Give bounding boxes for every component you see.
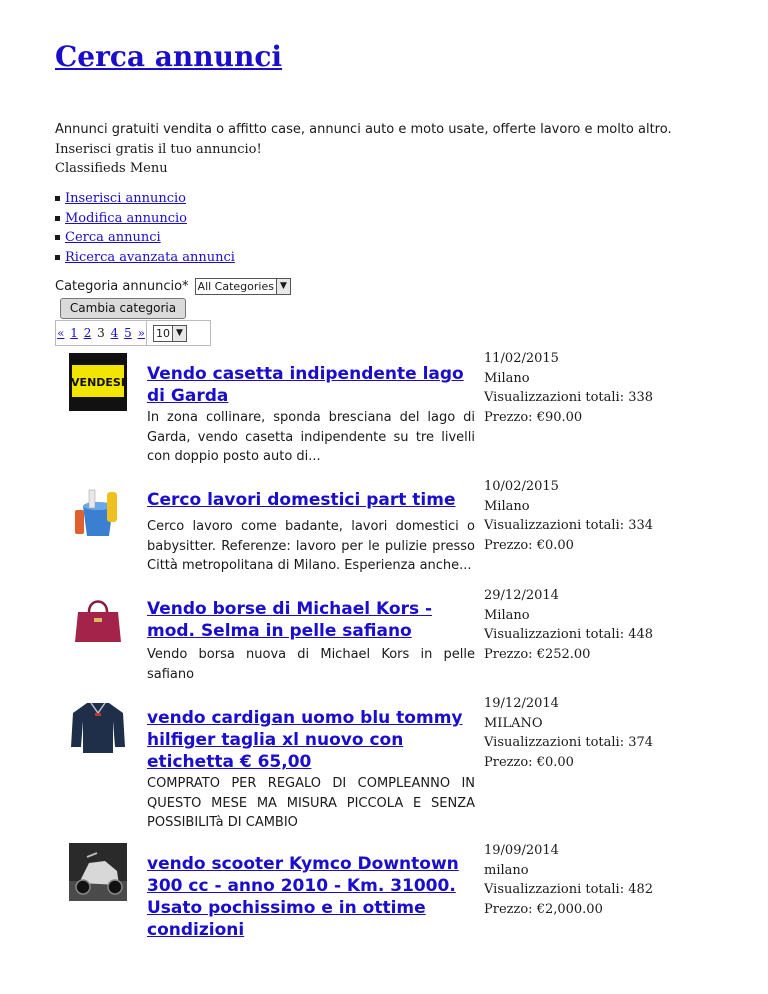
menu-link-ricerca-avanzata[interactable]: Ricerca avanzata annunci bbox=[65, 249, 235, 265]
ad-image-scooter[interactable] bbox=[69, 843, 127, 901]
ad-image-vendesi[interactable] bbox=[69, 353, 127, 411]
ad-description: In zona collinare, sponda bresciana del lago di Garda, vendo casetta indipendente su tre livelli con doppio posto auto di... bbox=[147, 410, 475, 464]
ad-views: Visualizzazioni totali: 334 bbox=[484, 518, 654, 533]
per-page-select[interactable] bbox=[153, 325, 187, 342]
pagination-page-1[interactable]: 1 bbox=[70, 326, 78, 340]
category-row bbox=[55, 278, 291, 295]
pagination-next[interactable]: » bbox=[137, 326, 145, 340]
change-category-button[interactable]: Cambia categoria bbox=[60, 298, 186, 319]
menu-item-modifica bbox=[55, 209, 235, 229]
ad-title-link[interactable]: Vendo casetta indipendente lago di Garda bbox=[147, 364, 464, 406]
ad-title-link[interactable]: Vendo borse di Michael Kors - mod. Selma in pelle safiano bbox=[147, 599, 433, 641]
ad-title bbox=[147, 363, 477, 407]
pagination-prev[interactable]: « bbox=[57, 326, 65, 340]
menu-heading: Classifieds Menu bbox=[55, 161, 168, 176]
ad-date: 29/12/2014 bbox=[484, 588, 559, 603]
ad-title-link[interactable]: vendo scooter Kymco Downtown 300 cc - anno 2010 - Km. 31000. Usato pochissimo e in ottime condizioni bbox=[147, 854, 459, 940]
ad-description: Vendo borsa nuova di Michael Kors in pelle safiano bbox=[147, 647, 475, 682]
ad-meta bbox=[484, 694, 754, 772]
per-page-value: 10 bbox=[156, 326, 170, 340]
menu-link-cerca[interactable]: Cerca annunci bbox=[65, 230, 161, 245]
pagination-page-5[interactable]: 5 bbox=[124, 326, 132, 340]
ad-date: 11/02/2015 bbox=[484, 351, 559, 366]
cardigan-icon bbox=[69, 697, 127, 755]
ad-image-cardigan[interactable] bbox=[69, 697, 127, 755]
pagination-current-page: 3 bbox=[97, 326, 105, 340]
dropdown-arrow-icon: ▼ bbox=[276, 279, 290, 294]
ad-date: 19/09/2014 bbox=[484, 843, 559, 858]
intro-line-1: Annunci gratuiti vendita o affitto case, annunci auto e moto usate, offerte lavoro e molto altro. bbox=[55, 122, 672, 137]
ad-meta bbox=[484, 349, 754, 427]
intro-line-2: Inserisci gratis il tuo annuncio! bbox=[55, 141, 262, 157]
ad-image-cleaning[interactable] bbox=[69, 484, 127, 542]
menu-item-ricerca-avanzata bbox=[55, 248, 235, 268]
scooter-icon bbox=[69, 843, 127, 901]
ad-location: milano bbox=[484, 862, 529, 878]
ad-image-handbag[interactable] bbox=[69, 590, 127, 648]
pagination-page-2[interactable]: 2 bbox=[83, 326, 92, 340]
ad-price: Prezzo: €0.00 bbox=[484, 754, 574, 770]
ad-location: Milano bbox=[484, 498, 530, 514]
ad-price: Prezzo: €252.00 bbox=[484, 646, 591, 662]
ad-views: Visualizzazioni totali: 374 bbox=[484, 735, 654, 750]
svg-text:VENDESI: VENDESI bbox=[71, 376, 125, 389]
ad-description: COMPRATO PER REGALO DI COMPLEANNO IN QUESTO MESE MA MISURA PICCOLA E SENZA POSSIBILITà DI CAMBIO bbox=[147, 776, 475, 830]
category-select-value: All Categories bbox=[197, 280, 274, 293]
ad-date: 19/12/2014 bbox=[484, 696, 559, 711]
category-select[interactable] bbox=[195, 278, 291, 295]
dropdown-arrow-icon: ▼ bbox=[172, 326, 186, 341]
pagination-bar bbox=[55, 320, 211, 346]
ad-location: MILANO bbox=[484, 715, 543, 731]
ad-date: 10/02/2015 bbox=[484, 479, 559, 494]
ad-price: Prezzo: €0.00 bbox=[484, 537, 574, 553]
ad-meta bbox=[484, 586, 754, 664]
menu-item-inserisci bbox=[55, 189, 235, 209]
menu-link-modifica[interactable]: Modifica annuncio bbox=[65, 210, 187, 226]
ad-title bbox=[147, 707, 477, 773]
ad-price: Prezzo: €2,000.00 bbox=[484, 901, 603, 917]
handbag-icon bbox=[69, 590, 127, 648]
ad-title bbox=[147, 853, 477, 941]
page-title[interactable]: Cerca annunci bbox=[55, 40, 283, 73]
category-label: Categoria annuncio* bbox=[55, 279, 189, 294]
ad-title-link[interactable]: vendo cardigan uomo blu tommy hilfiger taglia xl nuovo con etichetta € 65,00 bbox=[147, 708, 463, 772]
ad-title bbox=[147, 489, 477, 511]
menu-link-inserisci[interactable]: Inserisci annuncio bbox=[65, 191, 186, 206]
ad-meta bbox=[484, 477, 754, 555]
pagination-page-4[interactable]: 4 bbox=[110, 326, 119, 340]
classifieds-menu bbox=[55, 189, 235, 267]
ad-views: Visualizzazioni totali: 448 bbox=[484, 627, 654, 642]
ad-title bbox=[147, 598, 477, 642]
pagination-links bbox=[56, 321, 147, 345]
ad-location: Milano bbox=[484, 607, 530, 623]
ad-description: Cerco lavoro come badante, lavori domestici o babysitter. Referenze: lavoro per le pulizie presso Città metropolitana di Milano. Esperienza anche... bbox=[147, 519, 475, 573]
per-page-wrapper bbox=[147, 321, 210, 345]
ad-price: Prezzo: €90.00 bbox=[484, 409, 583, 425]
vendesi-sign-icon bbox=[69, 353, 127, 411]
ad-views: Visualizzazioni totali: 338 bbox=[484, 390, 654, 405]
intro-text bbox=[55, 120, 672, 179]
menu-item-cerca bbox=[55, 228, 235, 248]
cleaning-supplies-icon bbox=[69, 484, 127, 542]
ad-title-link[interactable]: Cerco lavori domestici part time bbox=[147, 490, 456, 510]
ad-views: Visualizzazioni totali: 482 bbox=[484, 882, 654, 897]
ad-meta bbox=[484, 841, 754, 919]
ad-location: Milano bbox=[484, 370, 530, 386]
